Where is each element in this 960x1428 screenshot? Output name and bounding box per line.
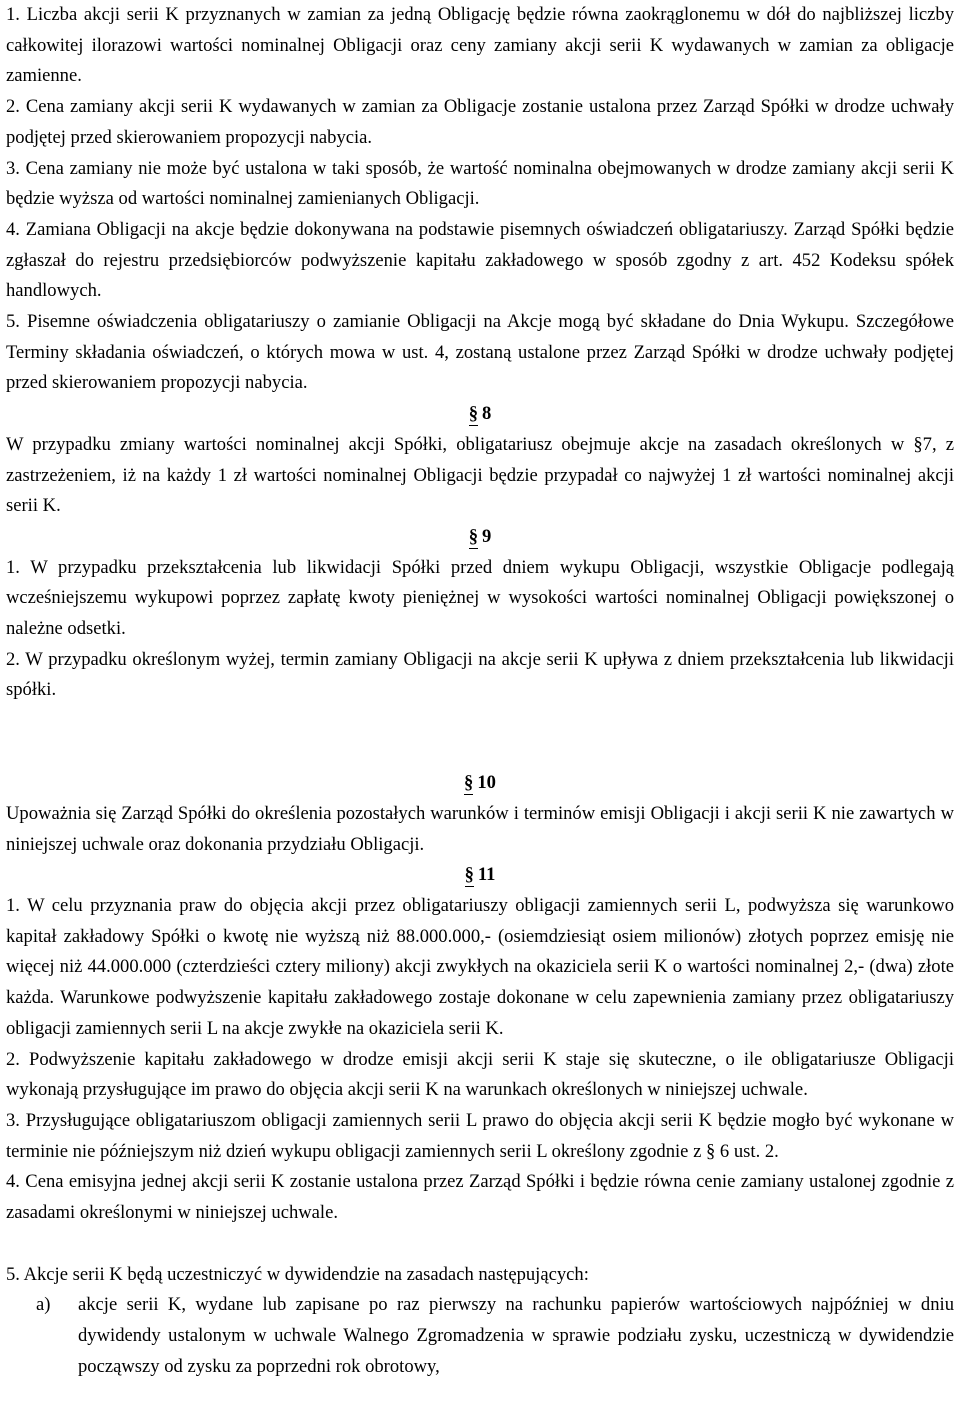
paragraph-11-3: 3. Przysługujące obligatariuszom obligacji zamiennych serii L prawo do objęcia akcji serii K będzie mogło być wykonane w terminie nie późniejszym niż dzień wykupu obligacji zamiennych serii L określony zgodnie z § 6 ust. 2. [6, 1109, 954, 1162]
spacer [6, 737, 954, 768]
section-heading-8 [6, 399, 954, 430]
section-sign: § [464, 864, 474, 886]
section-heading-9 [6, 522, 954, 553]
section-sign: § [464, 772, 474, 794]
section-number: 8 [482, 403, 492, 425]
paragraph-9-2: 2. W przypadku określonym wyżej, termin zamiany Obligacji na akcje serii K upływa z dniem przekształcenia lub likwidacji spółki. [6, 648, 954, 701]
spacer [6, 1229, 954, 1260]
paragraph-7-4: 4. Zamiana Obligacji na akcje będzie dokonywana na podstawie pisemnych oświadczeń obligatariuszy. Zarząd Spółki będzie zgłaszał do rejestru przedsiębiorców podwyższenie kapitału zakładowego w sposób zgodny z art. 452 Kodeksu spółek handlowych. [6, 218, 954, 302]
paragraph-11-5: 5. Akcje serii K będą uczestniczyć w dywidendzie na zasadach następujących: [6, 1263, 589, 1285]
list-item-a [6, 1290, 954, 1382]
document-page [6, 0, 954, 1383]
section-number: 9 [482, 525, 492, 547]
paragraph-7-1: 1. Liczba akcji serii K przyznanych w zamian za jedną Obligację będzie równa zaokrąglonemu w dół do najbliższej liczby całkowitej ilorazowi wartości nominalnej Obligacji oraz ceny zamiany akcji serii K wydawanych w zamian za obligacje zamienne. [6, 4, 954, 87]
paragraph-7-5: 5. Pisemne oświadczenia obligatariuszy o zamianie Obligacji na Akcje mogą być składane do Dnia Wykupu. Szczegółowe Terminy składania oświadczeń, o których mowa w ust. 4, zostaną ustalone przez Zarząd Spółki w drodze uchwały podjętej przed skierowaniem propozycji nabycia. [6, 311, 954, 394]
section-sign: § [468, 403, 478, 425]
spacer [6, 706, 954, 737]
list-item-text: akcje serii K, wydane lub zapisane po raz pierwszy na rachunku papierów wartościowych najpóźniej w dniu dywidendy ustalonym w uchwale Walnego Zgromadzenia w sprawie podziału zysku, uczestniczą w dywidendzie począwszy od zysku za poprzedni rok obrotowy, [78, 1294, 954, 1377]
section-heading-10 [6, 768, 954, 799]
paragraph-11-2: 2. Podwyższenie kapitału zakładowego w drodze emisji akcji serii K staje się skuteczne, o ile obligatariusze Obligacji wykonają przysługujące im prawo do objęcia akcji serii K na warunkach określonych w niniejszej uchwale. [6, 1048, 954, 1101]
paragraph-7-3: 3. Cena zamiany nie może być ustalona w taki sposób, że wartość nominalna obejmowanych w drodze zamiany akcji serii K będzie wyższa od wartości nominalnej zamienianych Obligacji. [6, 157, 954, 210]
section-number: 10 [477, 772, 496, 794]
paragraph-8-1: W przypadku zmiany wartości nominalnej akcji Spółki, obligatariusz obejmuje akcje na zasadach określonych w §7, z zastrzeżeniem, iż na każdy 1 zł wartości nominalnej Obligacji będzie przypadał co najwyżej 1 zł wartości nominalnej akcji serii K. [6, 433, 954, 517]
section-heading-11 [6, 860, 954, 891]
paragraph-7-2: 2. Cena zamiany akcji serii K wydawanych w zamian za Obligacje zostanie ustalona przez Zarząd Spółki w drodze uchwały podjętej przed skierowaniem propozycji nabycia. [6, 96, 954, 148]
paragraph-10-1: Upoważnia się Zarząd Spółki do określenia pozostałych warunków i terminów emisji Obligacji i akcji serii K nie zawartych w niniejszej uchwale oraz dokonania przydziału Obligacji. [6, 802, 954, 855]
section-number: 11 [477, 864, 496, 886]
paragraph-9-1: 1. W przypadku przekształcenia lub likwidacji Spółki przed dniem wykupu Obligacji, wszystkie Obligacje podlegają wcześniejszemu wykupowi poprzez zapłatę kwoty pieniężnej w wysokości wartości nominalnej Obligacji powiększonej o należne odsetki. [6, 556, 954, 640]
paragraph-11-4: 4. Cena emisyjna jednej akcji serii K zostanie ustalona przez Zarząd Spółki i będzie równa cenie zamiany ustalonej zgodnie z zasadami określonymi w niniejszej uchwale. [6, 1171, 954, 1224]
list-marker: a) [36, 1294, 51, 1316]
paragraph-11-1: 1. W celu przyznania praw do objęcia akcji przez obligatariuszy obligacji zamiennych serii L, podwyższa się warunkowo kapitał zakładowy Spółki o kwotę nie wyższą niż 88.000.000,- (osiemdziesiąt osiem milionów) złotych poprzez emisję nie więcej niż 44.000.000 (czterdzieści cztery miliony) akcji zwykłych na okaziciela serii K o wartości nominalnej 2,- (dwa) złote każda. Warunkowe podwyższenie kapitału zakładowego zostaje dokonane w celu zapewnienia zamiany przez obligatariuszy obligacji zamiennych serii L na akcje zwykłe na okaziciela serii K. [6, 894, 954, 1039]
section-sign: § [468, 525, 478, 547]
